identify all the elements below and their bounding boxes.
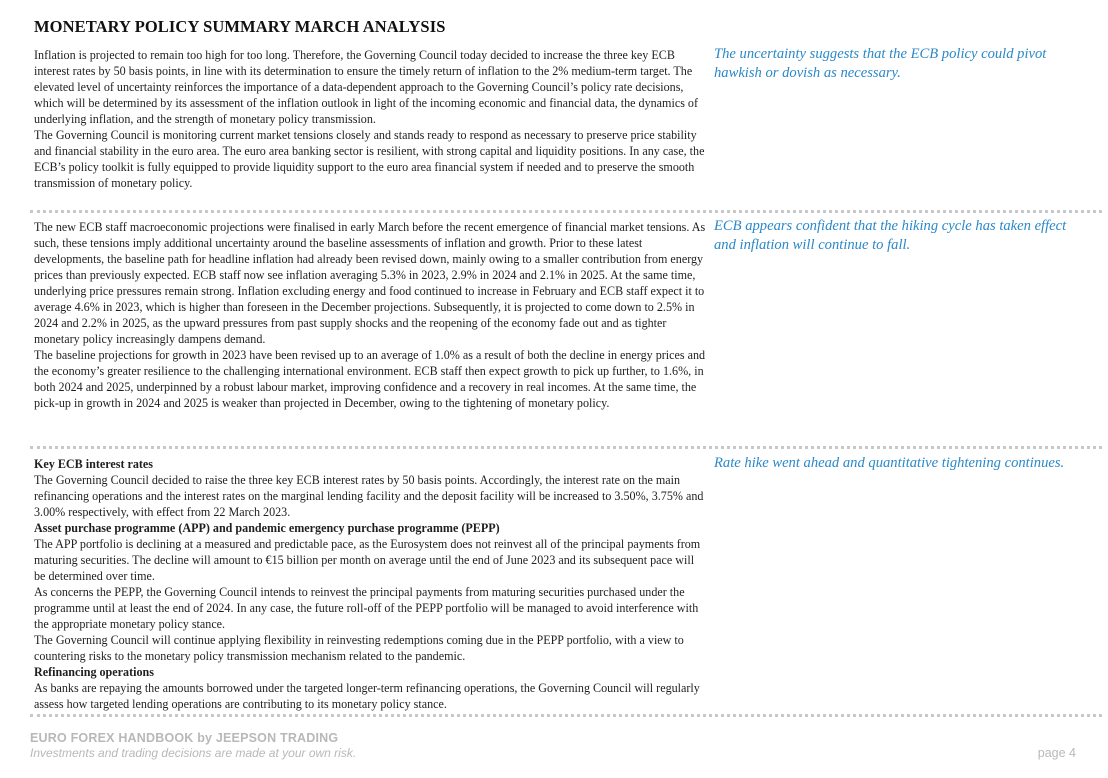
subheading-refinancing: Refinancing operations (34, 665, 154, 679)
paragraph: The baseline projections for growth in 2023 have been revised up to an average of 1.0% as a result of both the decline in energy prices and the economy’s greater resilience to the challenging international environment. ECB staff then expect growth to pick up further, to 1.6%, in both 2024 and 2025, underpinned by a robust labour market, improving confidence and a recovery in real incomes. At the same time, the pick-up in growth in 2024 and 2025 is weaker than projected in December, owing to the tightening of monetary policy. (34, 348, 706, 410)
page-title: MONETARY POLICY SUMMARY MARCH ANALYSIS (34, 17, 446, 36)
section-body (34, 47, 708, 191)
paragraph: The Governing Council will continue applying flexibility in reinvesting redemptions coming due in the PEPP portfolio, with a view to countering risks to the monetary policy transmission mechanism related to the pandemic. (34, 633, 684, 663)
section-body (34, 219, 708, 411)
paragraph: As banks are repaying the amounts borrowed under the targeted longer-term refinancing operations, the Governing Council will regularly assess how targeted lending operations are contributing to its monetary policy stance. (34, 681, 700, 711)
paragraph: As concerns the PEPP, the Governing Council intends to reinvest the principal payments from maturing securities purchased under the programme until at least the end of 2024. In any case, the future roll-off of the PEPP portfolio will be managed to avoid interference with the appropriate monetary policy stance. (34, 585, 699, 631)
paragraph: The Governing Council is monitoring current market tensions closely and stands ready to respond as necessary to preserve price stability and financial stability in the euro area. The euro area banking sector is resilient, with strong capital and liquidity positions. In any case, the ECB’s policy toolkit is fully equipped to provide liquidity support to the euro area financial system if needed and to preserve the smooth transmission of monetary policy. (34, 128, 705, 190)
subheading-app-pepp: Asset purchase programme (APP) and pandemic emergency purchase programme (PEPP) (34, 521, 500, 535)
footer-disclaimer: Investments and trading decisions are made at your own risk. (30, 746, 357, 760)
paragraph: The APP portfolio is declining at a measured and predictable pace, as the Eurosystem does not reinvest all of the principal payments from maturing securities. The decline will amount to €15 billion per month on average until the end of June 2023 and its subsequent pace will be determined over time. (34, 537, 701, 583)
section-inflation-outlook (34, 47, 1102, 191)
margin-note: Rate hike went ahead and quantitative tightening continues. (714, 455, 1065, 471)
section-divider (30, 210, 1102, 213)
page-number: page 4 (1037, 746, 1076, 760)
paragraph: The Governing Council decided to raise the three key ECB interest rates by 50 basis points. Accordingly, the interest rate on the main refinancing operations and the interest rates on the marginal lending facility and the deposit facility will be increased to 3.50%, 3.75% and 3.00% respectively, with effect from 22 March 2023. (34, 473, 704, 519)
paragraph: Inflation is projected to remain too high for too long. Therefore, the Governing Council today decided to increase the three key ECB interest rates by 50 basis points, in line with its determination to ensure the timely return of inflation to the 2% medium-term target. The elevated level of uncertainty reinforces the importance of a data-dependent approach to the Governing Council’s policy rate decisions, which will be determined by its assessment of the inflation outlook in light of the incoming economic and financial data, the dynamics of underlying inflation, and the strength of monetary policy transmission. (34, 48, 698, 126)
section-divider (30, 714, 1102, 717)
section-divider (30, 446, 1102, 449)
footer-title: EURO FOREX HANDBOOK by JEEPSON TRADING (30, 731, 339, 745)
margin-note: ECB appears confident that the hiking cycle has taken effect and inflation will continue to fall. (714, 218, 1067, 253)
margin-note: The uncertainty suggests that the ECB policy could pivot hawkish or dovish as necessary. (714, 46, 1047, 81)
section-policy-decisions (34, 456, 1102, 712)
section-body (34, 456, 708, 712)
section-staff-projections (34, 219, 1102, 411)
subheading-key-rates: Key ECB interest rates (34, 457, 154, 471)
paragraph: The new ECB staff macroeconomic projections were finalised in early March before the recent emergence of financial market tensions. As such, these tensions imply additional uncertainty around the baseline assessments of inflation and growth. Prior to these latest developments, the baseline path for headline inflation had already been revised down, mainly owing to a smaller contribution from energy prices than previously expected. ECB staff now see inflation averaging 5.3% in 2023, 2.9% in 2024 and 2.1% in 2025. At the same time, underlying price pressures remain strong. Inflation excluding energy and food continued to increase in February and ECB staff expect it to average 4.6% in 2023, which is higher than foreseen in the December projections. Subsequently, it is projected to come down to 2.5% in 2024 and 2.2% in 2025, as the upward pressures from past supply shocks and the reopening of the economy fade out and as tighter monetary policy increasingly dampens demand. (34, 220, 706, 346)
